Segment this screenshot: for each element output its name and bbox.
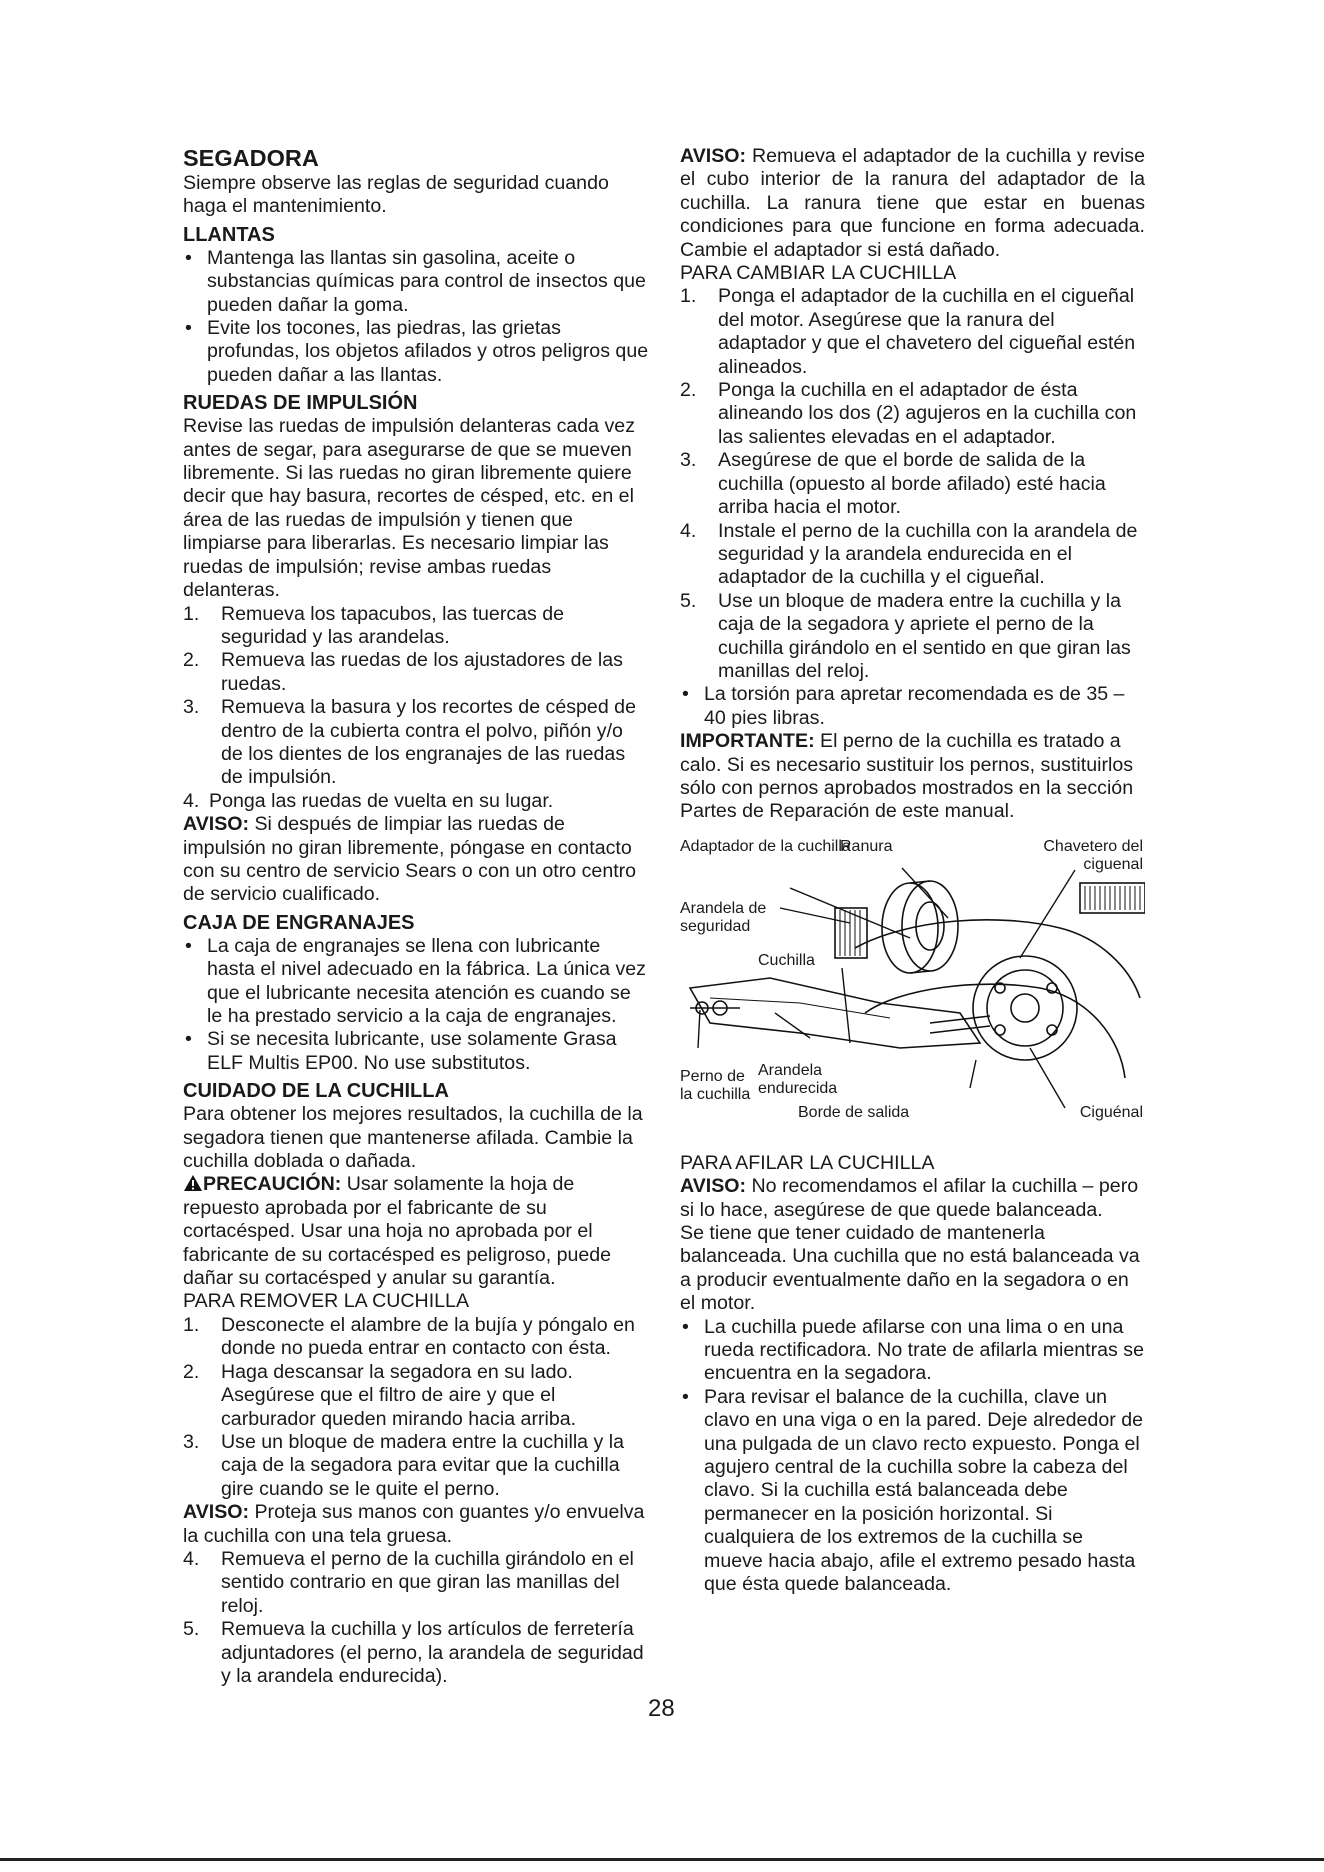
sharpen-text: Se tiene que tener cuidado de mantenerla balanceada. Una cuchilla que no está balanceada va a producir eventualmente daño en la segadora o en el motor.	[680, 1222, 1140, 1315]
gearbox-heading: CAJA DE ENGRANAJES	[183, 911, 415, 934]
list-item: 2. Ponga la cuchilla en el adaptador de ésta alineando los dos (2) agujeros en la cuchilla con las salientes elevadas en el adaptador.	[680, 379, 1137, 448]
list-item: 5. Use un bloque de madera entre la cuchilla y la caja de la segadora y apriete el perno de la cuchilla girándolo en el sentido en que giran las manillas del reloj.	[680, 589, 1131, 682]
label-adapter: Adaptador de la cuchilla	[680, 837, 851, 855]
list-item: 1. Remueva los tapacubos, las tuercas de seguridad y las arandelas.	[183, 602, 565, 648]
drive-wheels-text: Revise las ruedas de impulsión delanteras cada vez antes de segar, para asegurarse de que se mueven libremente. Si las ruedas no giran libremente quiere decir que hay basura, recortes de césped, etc. en el área de las ruedas de impulsión y tienen que limpiarse para liberarlas. Es necesario limpiar las ruedas de impulsión; revise ambas ruedas delanteras.	[183, 415, 635, 602]
bottom-divider	[0, 1858, 1324, 1861]
intro-text: Siempre observe las reglas de seguridad cuando haga el mantenimiento.	[183, 172, 609, 218]
list-item: 3. Asegúrese de que el borde de salida de la cuchilla (opuesto al borde afilado) esté hacia arriba hacia el motor.	[680, 449, 1106, 519]
list-item: 3. Remueva la basura y los recortes de césped de dentro de la cubierta contra el polvo, piñón y/o de los dientes de los engranajes de las ruedas de impulsión.	[183, 696, 636, 789]
list-item: • Si se necesita lubricante, use solamente Grasa ELF Multis EP00. No use substitutos.	[185, 1028, 617, 1074]
remove-blade-steps	[183, 1314, 649, 1501]
gearbox-list	[183, 935, 649, 1075]
left-column	[183, 145, 649, 1688]
list-item: 3. Use un bloque de madera entre la cuchilla y la caja de la segadora para evitar que la cuchilla gire cuando se le quite el perno.	[183, 1430, 625, 1500]
label-hardened-washer: Arandela endurecida	[758, 1061, 838, 1097]
drive-wheels-heading: RUEDAS DE IMPULSIÓN	[183, 392, 418, 415]
list-item: • La cuchilla puede afilarse con una lima o en una rueda rectificadora. No trate de afilarla mientras se encuentra en la segadora.	[682, 1315, 1144, 1385]
list-item: • La torsión para apretar recomendada es de 35 – 40 pies libras.	[682, 683, 1125, 729]
blade-care-text: Para obtener los mejores resultados, la cuchilla de la segadora tienen que mantenerse afilada. Cambie la cuchilla doblada o dañada.	[183, 1103, 643, 1173]
label-keyway: Chavetero del ciguenal	[1043, 837, 1143, 873]
sharpen-notice: AVISO: No recomendamos el afilar la cuchilla – pero si lo hace, asegúrese de que quede balanceada.	[680, 1175, 1139, 1221]
list-item: • Mantenga las llantas sin gasolina, aceite o substancias químicas para control de insectos que pueden dañar la goma.	[185, 246, 646, 316]
torque-list	[680, 683, 1145, 730]
caution-text: PRECAUCIÓN: Usar solamente la hoja de repuesto aprobada por el fabricante de su cortacésped. Usar una hoja no aprobada por el fabricante de su cortacésped es peligroso, puede dañar su cortacésped y anular su garantía.	[183, 1173, 612, 1290]
label-slot: Ranura	[840, 837, 893, 855]
drive-wheels-notice: AVISO: Si después de limpiar las ruedas de impulsión no giran libremente, póngase en contacto con su centro de servicio Sears o con un otro centro de servicio cualificado.	[183, 813, 637, 906]
label-bolt: Perno de la cuchilla	[680, 1067, 751, 1103]
drive-wheels-steps	[183, 603, 649, 814]
list-item: 1. Ponga el adaptador de la cuchilla en el cigueñal del motor. Asegúrese que la ranura del adaptador y que el chavetero del cigueñal estén alineados.	[680, 285, 1136, 378]
remove-blade-heading: PARA REMOVER LA CUCHILLA	[183, 1290, 470, 1313]
section-title: SEGADORA	[183, 145, 319, 171]
tires-list	[183, 247, 649, 387]
remove-blade-steps-b	[183, 1548, 649, 1688]
important-text: IMPORTANTE: El perno de la cuchilla es tratado a calo. Si es necesario sustituir los pernos, sustituirlos sólo con pernos aprobados mostrados en la sección Partes de Reparación de este manual.	[680, 730, 1134, 823]
adapter-notice: AVISO: Remueva el adaptador de la cuchilla y revise el cubo interior de la ranura del adaptador de la cuchilla. La ranura tiene que estar en buenas condiciones para que funcione en forma adecuada. Cambie el adaptador si está dañado.	[680, 145, 1145, 261]
label-trailing-edge: Borde de salida	[798, 1103, 910, 1121]
right-column	[680, 145, 1145, 1597]
change-blade-steps	[680, 285, 1145, 683]
list-item: 4. Ponga las ruedas de vuelta en su lugar.	[183, 789, 554, 812]
change-blade-heading: PARA CAMBIAR LA CUCHILLA	[680, 262, 957, 285]
list-item: 2. Remueva las ruedas de los ajustadores de las ruedas.	[183, 649, 623, 695]
sharpen-list	[680, 1316, 1145, 1597]
page-number: 28	[648, 1695, 675, 1722]
list-item: 2. Haga descansar la segadora en su lado. Asegúrese que el filtro de aire y que el carburador queden mirando hacia arriba.	[183, 1360, 577, 1430]
blade-assembly-diagram	[680, 838, 1145, 1138]
blade-care-heading: CUIDADO DE LA CUCHILLA	[183, 1080, 449, 1103]
list-item: • La caja de engranajes se llena con lubricante hasta el nivel adecuado en la fábrica. La única vez que el lubricante necesita atención es cuando se le ha prestado servicio a la caja de engranajes.	[185, 934, 646, 1027]
sharpen-heading: PARA AFILAR LA CUCHILLA	[680, 1151, 935, 1174]
list-item: • Para revisar el balance de la cuchilla, clave un clavo en una viga o en la pared. Deje alrededor de una pulgada de un clavo recto expuesto. Ponga el agujero central de la cuchilla sobre la cabeza del clavo. Si la cuchilla está balanceada debe permanecer en la posición horizontal. Si cualquiera de los extremos de la cuchilla se mueve hacia abajo, afile el extremo pesado hasta que ésta quede balanceada.	[682, 1385, 1143, 1596]
list-item: 5. Remueva la cuchilla y los artículos de ferretería adjuntadores (el perno, la arandela de seguridad y la arandela endurecida).	[183, 1618, 644, 1687]
list-item: • Evite los tocones, las piedras, las grietas profundas, los objetos afilados y otros peligros que pueden dañar a las llantas.	[185, 317, 649, 386]
tires-heading: LLANTAS	[183, 223, 275, 246]
list-item: 4. Instale el perno de la cuchilla con la arandela de seguridad y la arandela endurecida en el adaptador de la cuchilla y el cigueñal.	[680, 519, 1138, 589]
list-item: 4. Remueva el perno de la cuchilla girándolo en el sentido contrario en que giran las manillas del reloj.	[183, 1547, 634, 1617]
remove-blade-notice: AVISO: Proteja sus manos con guantes y/o envuelva la cuchilla con una tela gruesa.	[183, 1501, 645, 1547]
label-blade: Cuchilla	[758, 951, 815, 969]
label-crankshaft: Ciguénal	[1079, 1103, 1143, 1121]
list-item: 1. Desconecte el alambre de la bujía y póngalo en donde no pueda entrar en contacto con ésta.	[183, 1313, 635, 1360]
warning-icon	[183, 1174, 203, 1192]
label-lock-washer: Arandela de seguridad	[680, 899, 767, 935]
